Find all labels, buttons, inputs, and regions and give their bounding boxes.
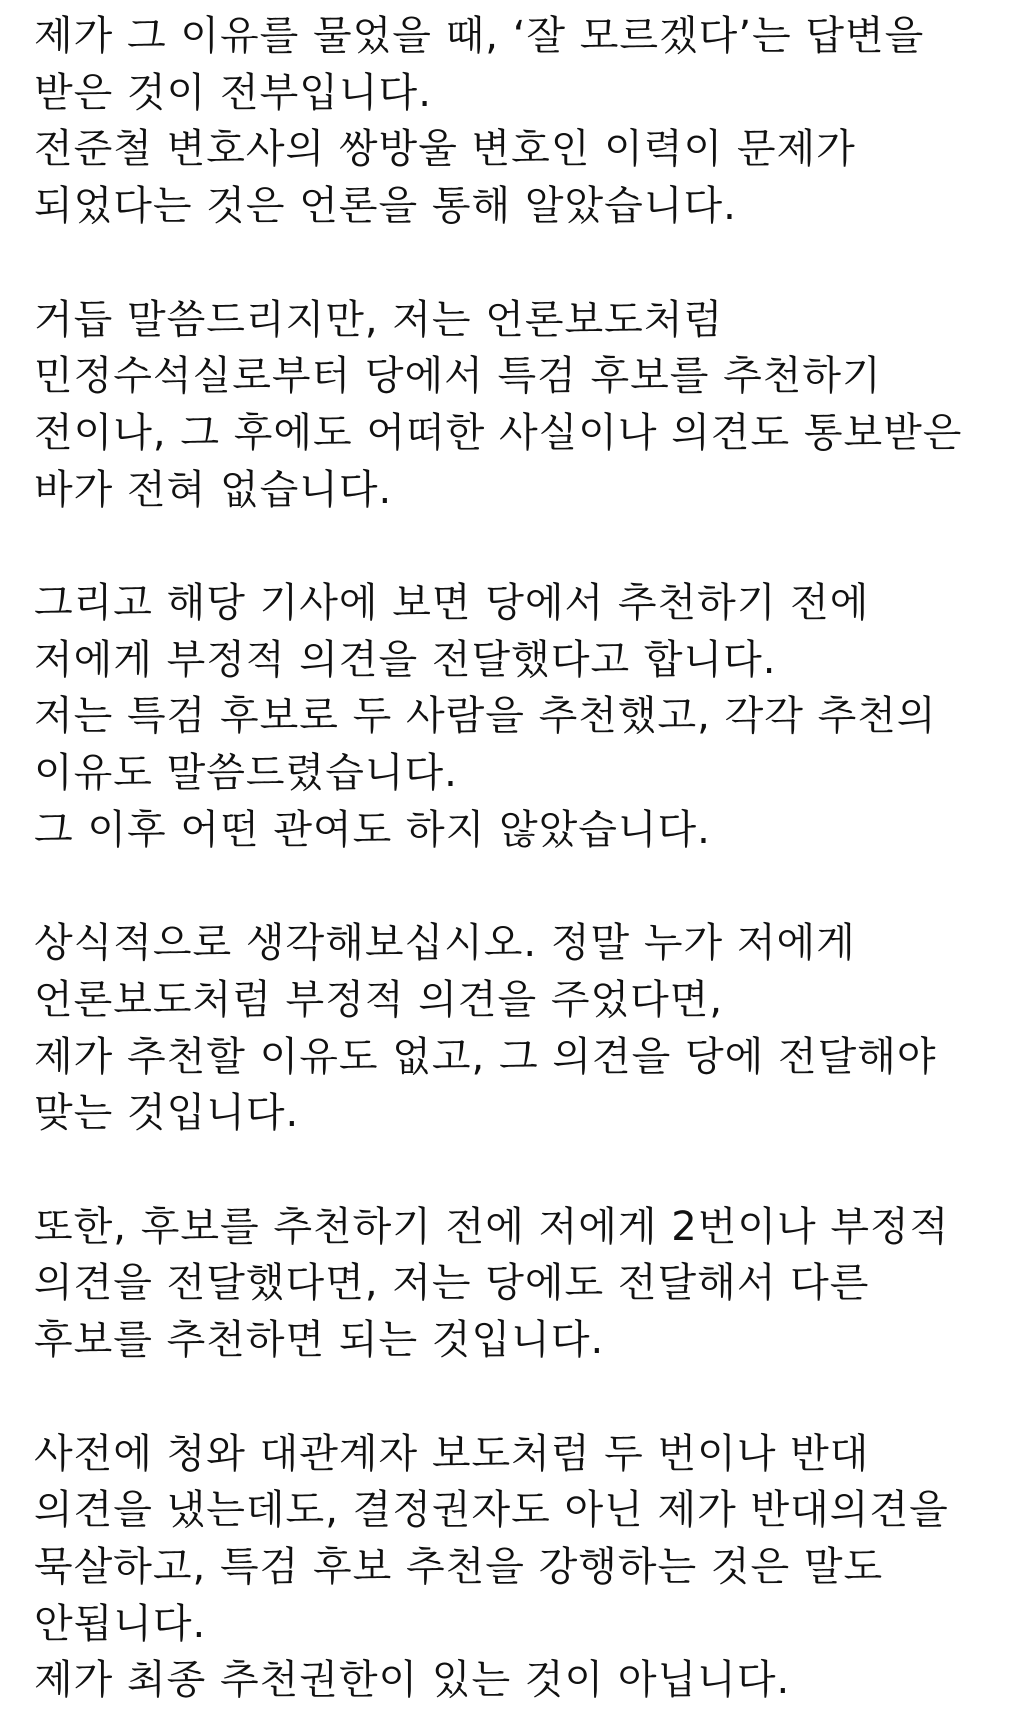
text-line: 의견을 전달했다면, 저는 당에도 전달해서 다른 — [34, 1260, 870, 1307]
text-line: 또한, 후보를 추천하기 전에 저에게 2번이나 부정적 — [34, 1203, 950, 1250]
paragraph-6 — [34, 1426, 1004, 1710]
text-line: 전준철 변호사의 쌍방울 변호인 이력이 문제가 — [34, 126, 856, 173]
text-line: 바가 전혀 없습니다. — [34, 466, 393, 513]
text-line: 민정수석실로부터 당에서 특검 후보를 추천하기 — [34, 353, 882, 400]
text-line: 의견을 냈는데도, 결정권자도 아닌 제가 반대의견을 — [34, 1487, 949, 1534]
text-line: 맞는 것입니다. — [34, 1090, 300, 1137]
text-line: 안됩니다. — [34, 1600, 207, 1647]
document-body — [34, 8, 1004, 1709]
paragraph-3 — [34, 575, 1004, 859]
text-line: 그리고 해당 기사에 보면 당에서 추천하기 전에 — [34, 580, 870, 626]
text-line: 전이나, 그 후에도 어떠한 사실이나 의견도 통보받은 — [34, 409, 963, 456]
text-line: 사전에 청와 대관계자 보도처럼 두 번이나 반대 — [34, 1430, 870, 1477]
paragraph-2 — [34, 292, 1004, 519]
text-line: 되었다는 것은 언론을 통해 알았습니다. — [34, 183, 737, 230]
text-line: 저는 특검 후보로 두 사람을 추천했고, 각각 추천의 — [34, 693, 937, 740]
text-line: 받은 것이 전부입니다. — [34, 69, 432, 116]
text-line: 거듭 말씀드리지만, 저는 언론보도처럼 — [34, 296, 724, 343]
text-line: 제가 추천할 이유도 없고, 그 의견을 당에 전달해야 — [34, 1033, 937, 1080]
text-line: 제가 최종 추천권한이 있는 것이 아닙니다. — [34, 1657, 791, 1704]
text-line: 묵살하고, 특검 후보 추천을 강행하는 것은 말도 — [34, 1543, 884, 1590]
paragraph-4 — [34, 915, 1004, 1142]
text-line: 언론보도처럼 부정적 의견을 주었다면, — [34, 976, 724, 1023]
text-line: 저에게 부정적 의견을 전달했다고 합니다. — [34, 636, 777, 683]
text-line: 이유도 말씀드렸습니다. — [34, 750, 458, 797]
paragraph-5 — [34, 1199, 1004, 1369]
text-line: 제가 그 이유를 물었을 때, ‘잘 모르겠다’는 답변을 — [34, 13, 925, 59]
paragraph-1 — [34, 8, 1004, 235]
text-line: 후보를 추천하면 되는 것입니다. — [34, 1317, 605, 1364]
text-line: 상식적으로 생각해보십시오. 정말 누가 저에게 — [34, 920, 856, 967]
text-line: 그 이후 어떤 관여도 하지 않았습니다. — [34, 806, 711, 853]
